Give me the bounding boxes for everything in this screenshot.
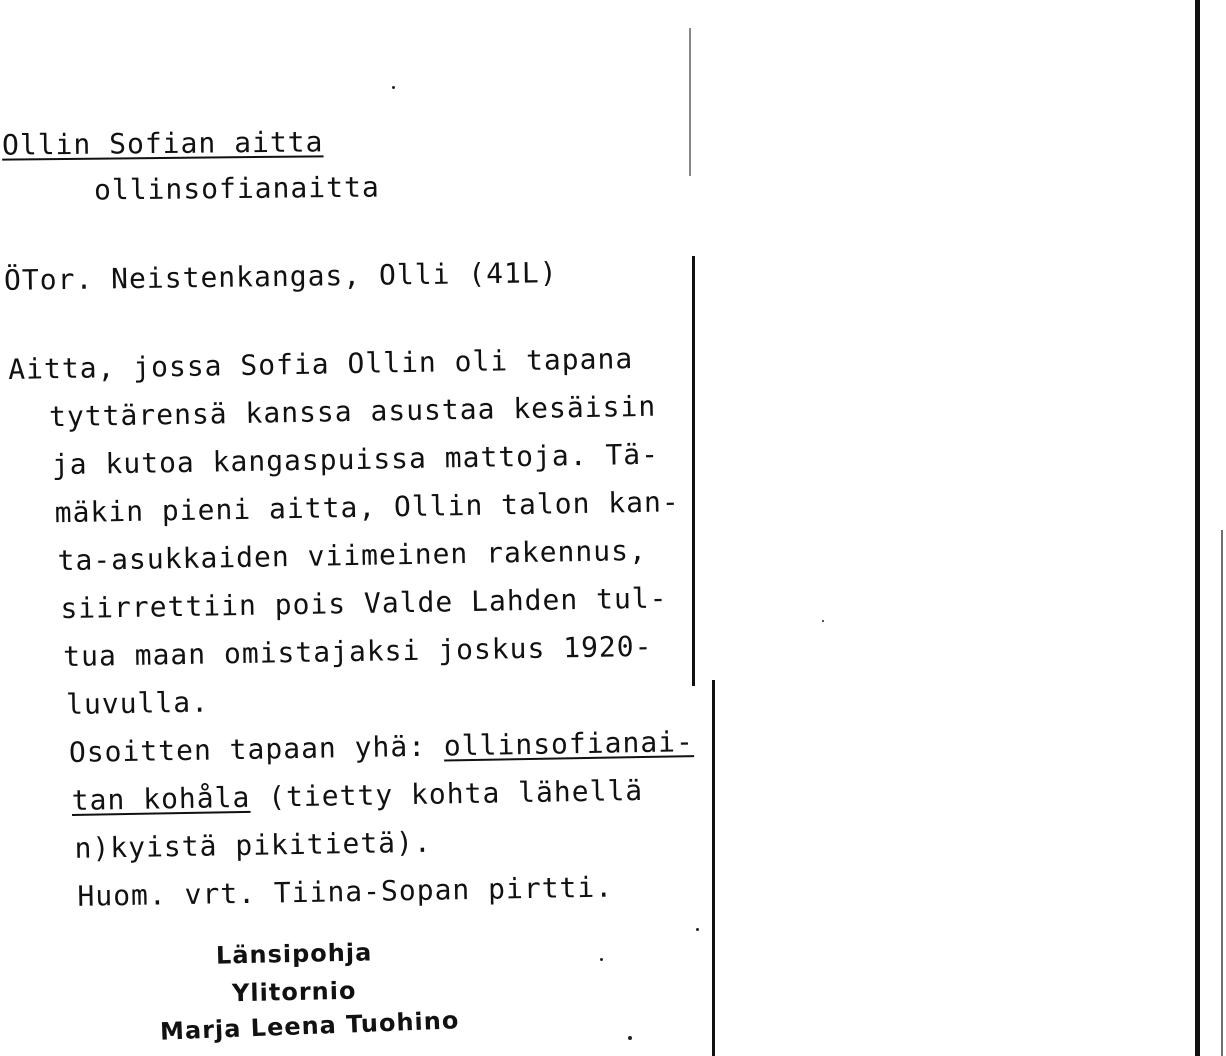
desc-line-3: ja kutoa kangaspuissa mattoja. Tä- [51, 437, 660, 482]
desc-line-10-rest: (tietty kohta lähellä [250, 773, 644, 814]
desc-line-9 [68, 725, 695, 769]
card-title: Ollin Sofian aitta [1, 125, 324, 162]
desc-line-11: n)kyistä pikitietä). [74, 825, 432, 865]
desc-line-7: tua maan omistajaksi joskus 1920- [62, 629, 653, 674]
desc-line-5: ta-asukkaiden viimeinen rakennus, [57, 533, 648, 578]
underlined-phrase-part-1: ollinsofianai- [443, 725, 695, 763]
stamp-place: Ylitornio [231, 976, 357, 1008]
source-line: ÖTor. Neistenkangas, Olli (41L) [3, 256, 558, 297]
stamp-region: Länsipohja [215, 938, 373, 970]
desc-line-8: luvulla. [65, 685, 210, 722]
margin-rule [712, 680, 715, 1056]
desc-line-1: Aitta, jossa Sofia Ollin oli tapana [7, 342, 634, 386]
speck [600, 958, 603, 961]
card-edge [1221, 530, 1223, 1056]
description-block [7, 342, 715, 913]
desc-line-6: siirrettiin pois Valde Lahden tul- [60, 581, 668, 626]
speck [822, 620, 824, 622]
margin-rule [689, 28, 691, 176]
speck [628, 1036, 632, 1040]
desc-line-9-prefix: Osoitten tapaan yhä: [68, 729, 445, 769]
speck [696, 928, 699, 931]
margin-rule [692, 256, 695, 686]
card-edge [1195, 0, 1200, 1056]
speck [392, 86, 395, 89]
desc-line-2: tyttärensä kanssa asustaa kesäisin [48, 389, 657, 434]
headword: ollinsofianaitta [93, 170, 380, 207]
desc-line-10 [71, 773, 644, 817]
stamp-collector: Marja Leena Tuohino [159, 1006, 460, 1046]
desc-line-4: mäkin pieni aitta, Ollin talon kan- [54, 485, 680, 530]
underlined-phrase-part-2: tan kohåla [71, 780, 251, 817]
desc-line-12: Huom. vrt. Tiina-Sopan pirtti. [77, 870, 614, 913]
